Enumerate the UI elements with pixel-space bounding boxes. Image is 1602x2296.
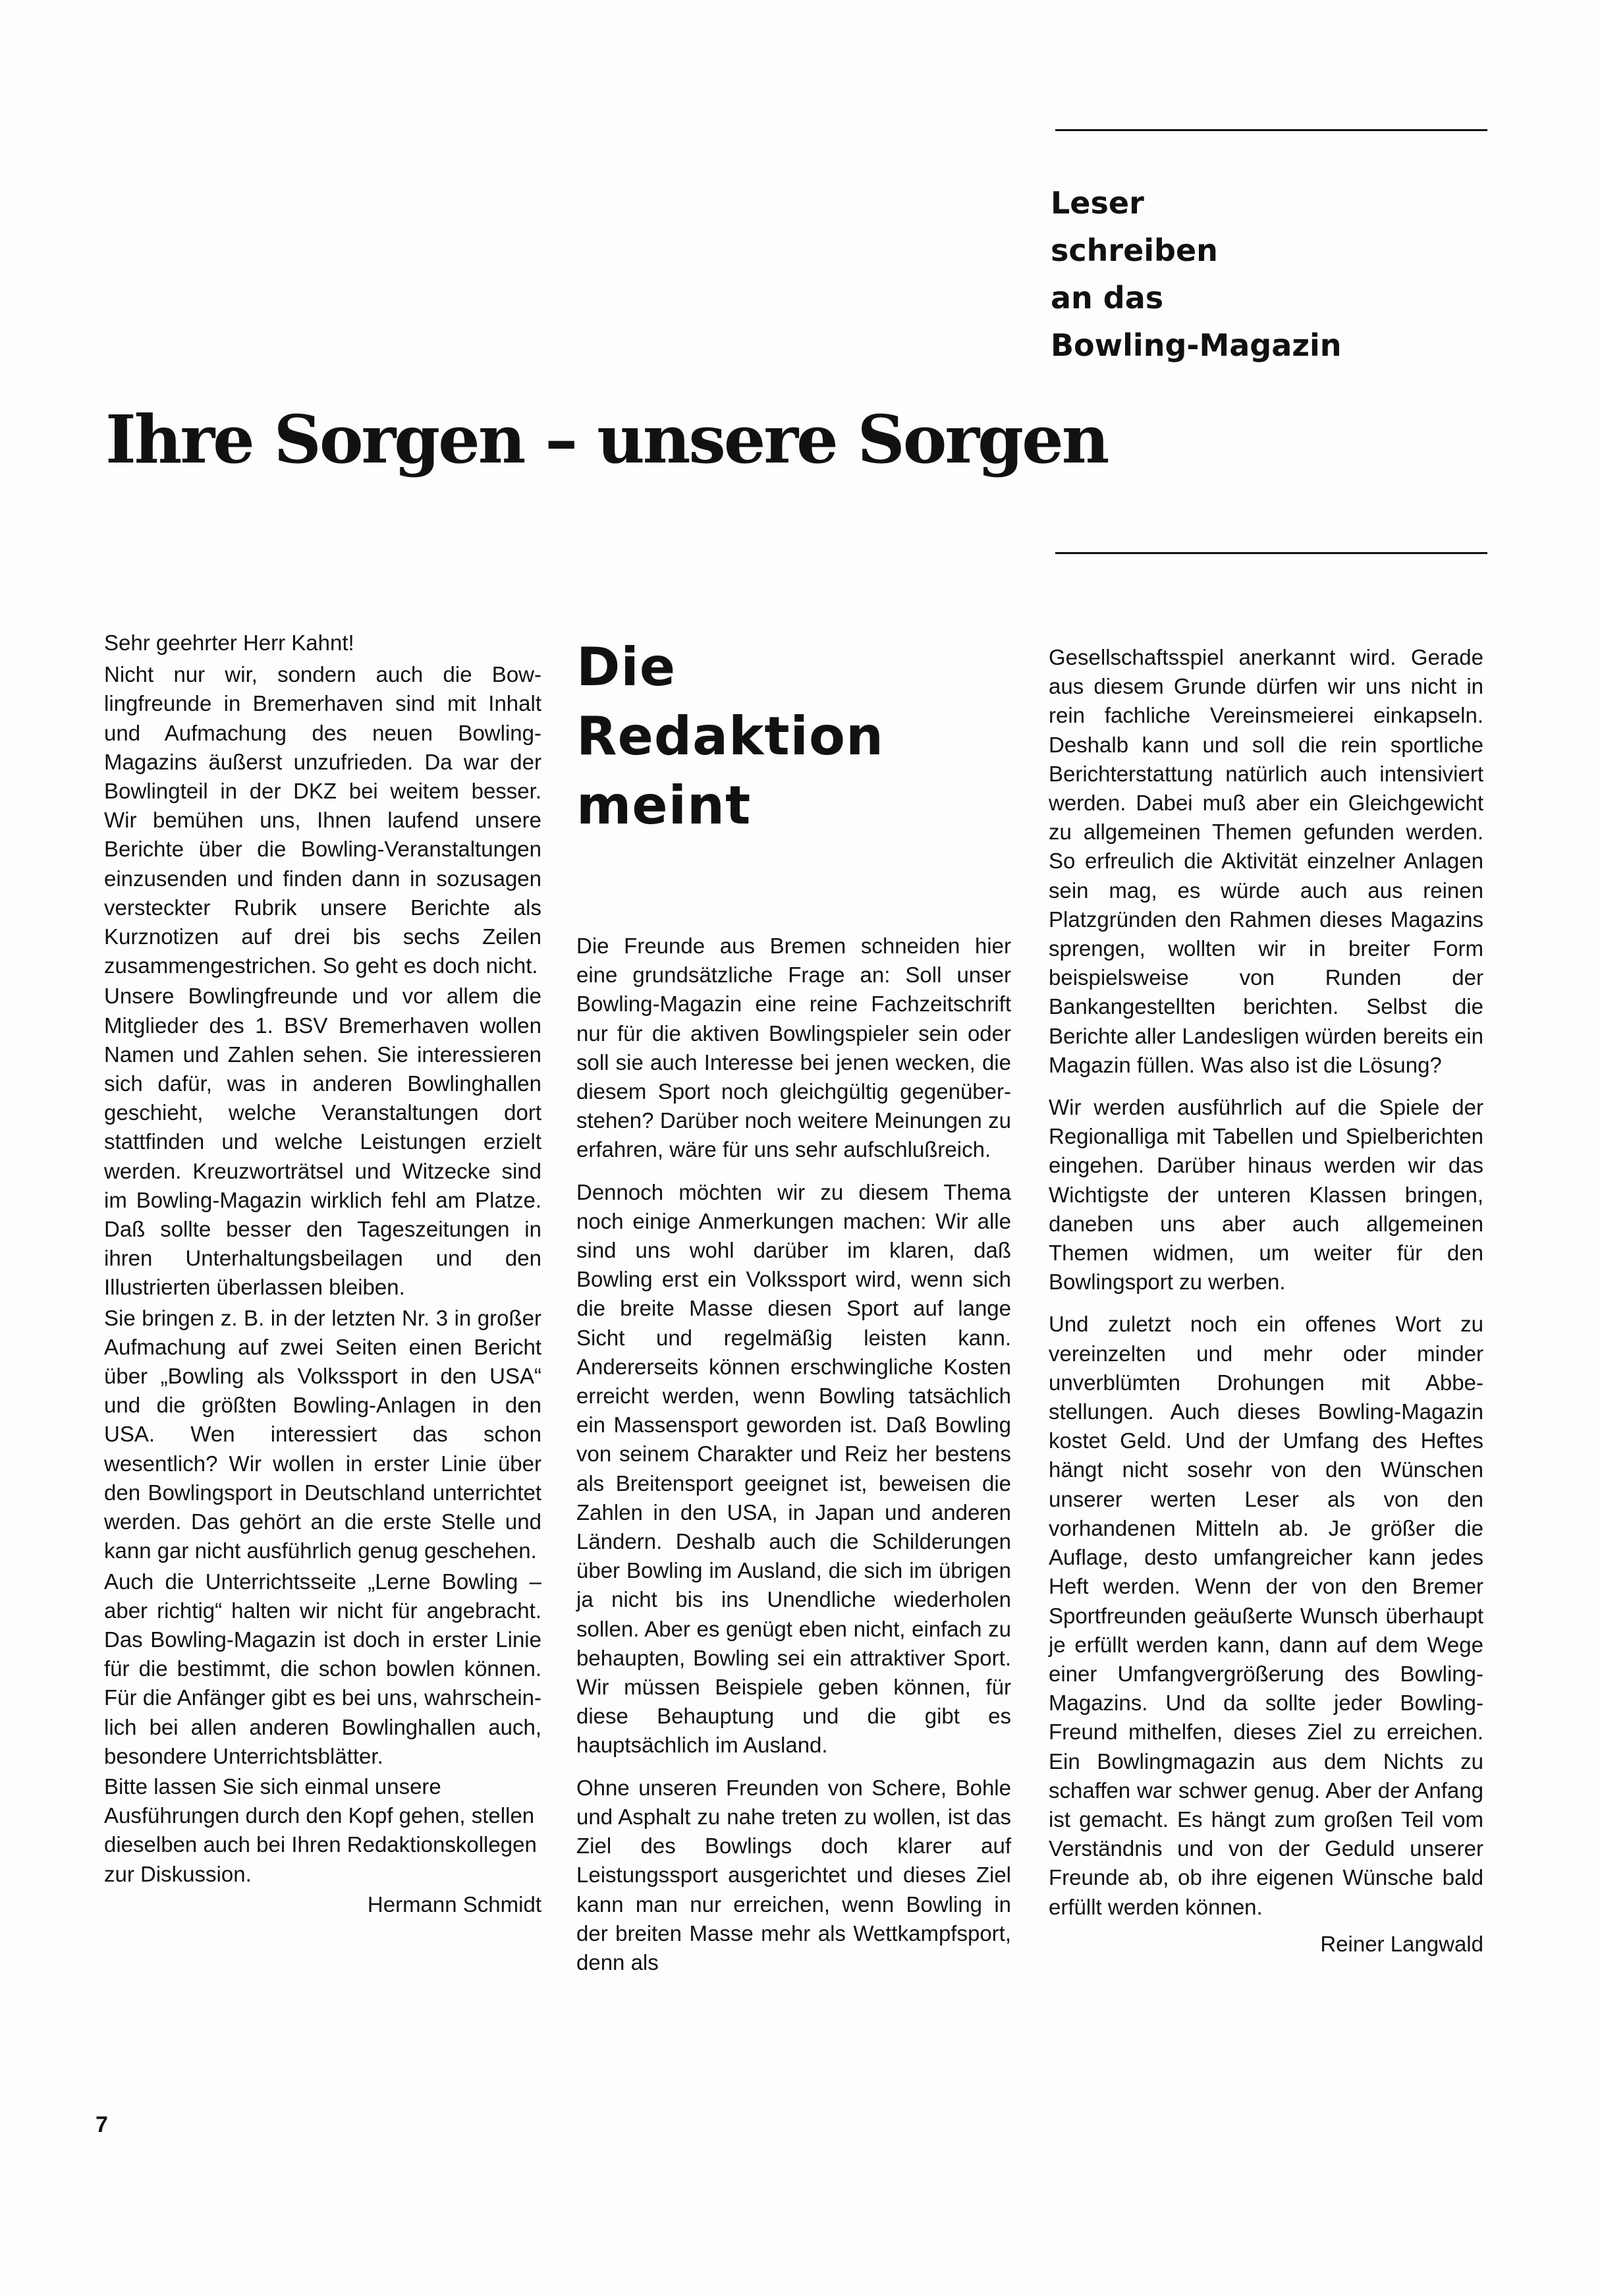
response-paragraph: Und zuletzt noch ein offenes Wort zu vereinzelten und mehr oder minder unverblümten Drohungen mit Abbestellungen. Auch dieses Bowling-Magazin kostet Geld. Und der Umfang des Heftes hängt nicht sosehr von den Wünschen unserer werten Leser als von den vorhandenen Mitteln ab. Je größer die Auflage, desto umfangreicher kann jedes Heft werden. Wenn der von den Bremer Sportfreunden geäußerte Wunsch überhaupt je erfüllt werden kann, dann auf dem Wege einer Umfangvergrößerung des Bowling-Magazins. Und da sollte jeder Bowling-Freund mithelfen, dieses Ziel zu erreichen. Ein Bowlingmagazin aus dem Nichts zu schaffen war schwer genug. Aber der Anfang ist gemacht. Es hängt zum großen Teil vom Verständnis und von der Geduld unserer Freunde ab, ob ihre eigenen Wünsche bald erfüllt werden können. — [1049, 1312, 1483, 1919]
kicker-line: an das — [1051, 280, 1164, 316]
article-headline: Ihre Sorgen – unsere Sorgen — [105, 401, 1108, 478]
letter-paragraph: Unsere Bowlingfreunde und vor allem die Mitglieder des 1. BSV Bremerhaven wollen Namen und Zahlen sehen. Sie interessieren sich dafür, was in anderen Bowlinghallen geschieht, welche Veranstaltungen dort stattfinden und welche Leistungen erzielt werden. Kreuzworträtsel und Witzecke sind im Bowling-Magazin wirklich fehl am Platze. Daß sollte besser den Tageszeitungen in ihren Unterhaltungsbeilagen und den Illustrierten überlassen bleiben. — [104, 984, 541, 1300]
page-number: 7 — [96, 2112, 108, 2137]
letter-signature: Hermann Schmidt — [367, 1891, 541, 1917]
response-heading-line: Redaktion — [576, 706, 884, 767]
response-paragraph: Gesellschaftsspiel anerkannt wird. Gerade aus diesem Grunde dürfen wir uns nicht in rein fachliche Vereinsmeierei einkapseln. Deshalb kann und soll die rein sportliche Berichterstattung natürlich auch intensiviert werden. Dabei muß aber ein Gleichgewicht zu allgemeinen Themen gefunden werden. So erfreulich die Aktivität einzelner Anlagen sein mag, es würde auch aus reinen Platzgründen den Rahmen dieses Magazins sprengen, wollten wir in breiter Form beispielsweise von Runden der Bankangestellten berichten. Selbst die Berichte aller Landesligen würden bereits ein Magazin füllen. Was also ist die Lösung? — [1049, 645, 1483, 1077]
response-heading — [576, 632, 884, 840]
section-kicker — [1051, 179, 1342, 369]
response-paragraph: Ohne unseren Freunden von Schere, Bohle und Asphalt zu nahe treten zu wollen, ist das Ziel des Bowlings doch klarer auf Leistungssport ausgerichtet und dieses Ziel kann man nur erreichen, wenn Bowling in der breiten Masse mehr als Wettkampfsport, denn als — [576, 1775, 1011, 1974]
response-heading-line: meint — [576, 775, 752, 836]
kicker-line: schreiben — [1051, 233, 1218, 268]
letter-paragraph: Nicht nur wir, sondern auch die Bowlingfreunde in Bremerhaven sind mit Inhalt und Aufmachung des neuen Bowling-Magazins äußerst unzufrieden. Da war der Bowlingteil in der DKZ bei weitem besser. Wir bemühen uns, Ihnen laufend unsere Berichte über die Bowling-Veranstaltungen einzusenden und finden dann in sozusagen versteckter Rubrik unsere Berichte als Kurznotizen auf drei bis sechs Zeilen zusammengestrichen. So geht es doch nicht. — [104, 662, 541, 978]
letter-salutation: Sehr geehrter Herr Kahnt! — [104, 630, 354, 655]
letter-closing: Bitte lassen Sie sich einmal unsere Ausführungen durch den Kopf gehen, stellen dieselben auch bei Ihren Redaktionskollegen zur Diskussion. — [104, 1774, 537, 1886]
top-rule — [1055, 129, 1487, 131]
letter-column — [104, 629, 541, 1919]
response-signature: Reiner Langwald — [1320, 1931, 1483, 1956]
response-column-2 — [1049, 643, 1483, 1959]
kicker-line: Bowling-Magazin — [1051, 327, 1342, 363]
response-paragraph: Die Freunde aus Bremen schneiden hier eine grundsätzliche Frage an: Soll unser Bowling-Magazin eine reine Fachzeitschrift nur für die aktiven Bowlingspieler sein oder soll sie auch Interesse bei jenen wecken, die diesem Sport noch gleichgültig gegenüberstehen? Darüber noch weitere Meinungen zu erfahren, wäre für uns sehr aufschlußreich. — [576, 934, 1011, 1162]
letter-paragraph: Sie bringen z. B. in der letzten Nr. 3 in großer Aufmachung auf zwei Seiten einen Bericht über „Bowling als Volkssport in den USA“ und die größten Bowling-Anlagen in den USA. Wen interessiert das schon wesentlich? Wir wollen in erster Linie über den Bowlingsport in Deutschland unterrichtet werden. Das gehört an die erste Stelle und kann gar nicht ausführlich genug geschehen. — [104, 1305, 541, 1563]
response-paragraph: Dennoch möchten wir zu diesem Thema noch einige Anmerkungen machen: Wir alle sind uns wohl darüber im klaren, daß Bowling erst ein Volkssport wird, wenn sich die breite Masse diesen Sport auf lange Sicht und regelmäßig leisten kann. Andererseits können erschwingliche Kosten erreicht werden, wenn Bowling tatsächlich ein Massensport geworden ist. Daß Bowling von seinem Charakter und Reiz her bestens als Breitensport geeignet ist, beweisen die Zahlen in den USA, in Japan und anderen Ländern. Deshalb auch die Schilderungen über Bowling im Ausland, die sich im übrigen ja nicht bis ins Unendliche wiederholen sollen. Aber es genügt eben nicht, einfach zu behaupten, Bowling sei ein attraktiver Sport. Wir müssen Beispiele geben können, für diese Behauptung und die gibt es hauptsächlich im Ausland. — [576, 1179, 1011, 1758]
letter-paragraph: Auch die Unterrichtsseite „Lerne Bowling – aber richtig“ halten wir nicht für angebracht. Das Bowling-Magazin ist doch in erster Linie für die bestimmt, die schon bowlen können. Für die Anfänger gibt es bei uns, wahrscheinlich bei allen anderen Bowlinghallen auch, besondere Unterrichtsblätter. — [104, 1569, 541, 1768]
response-heading-line: Die — [576, 636, 677, 698]
bottom-rule — [1055, 552, 1487, 554]
kicker-line: Leser — [1051, 185, 1144, 221]
response-column-1 — [576, 932, 1011, 1977]
response-paragraph: Wir werden ausführlich auf die Spiele der Regionalliga mit Tabellen und Spielberichten eingehen. Darüber hinaus werden wir das Wichtigste der unteren Klassen bringen, daneben uns aber auch allgemeinen Themen widmen, um weiter für den Bowlingsport zu werben. — [1049, 1095, 1483, 1295]
